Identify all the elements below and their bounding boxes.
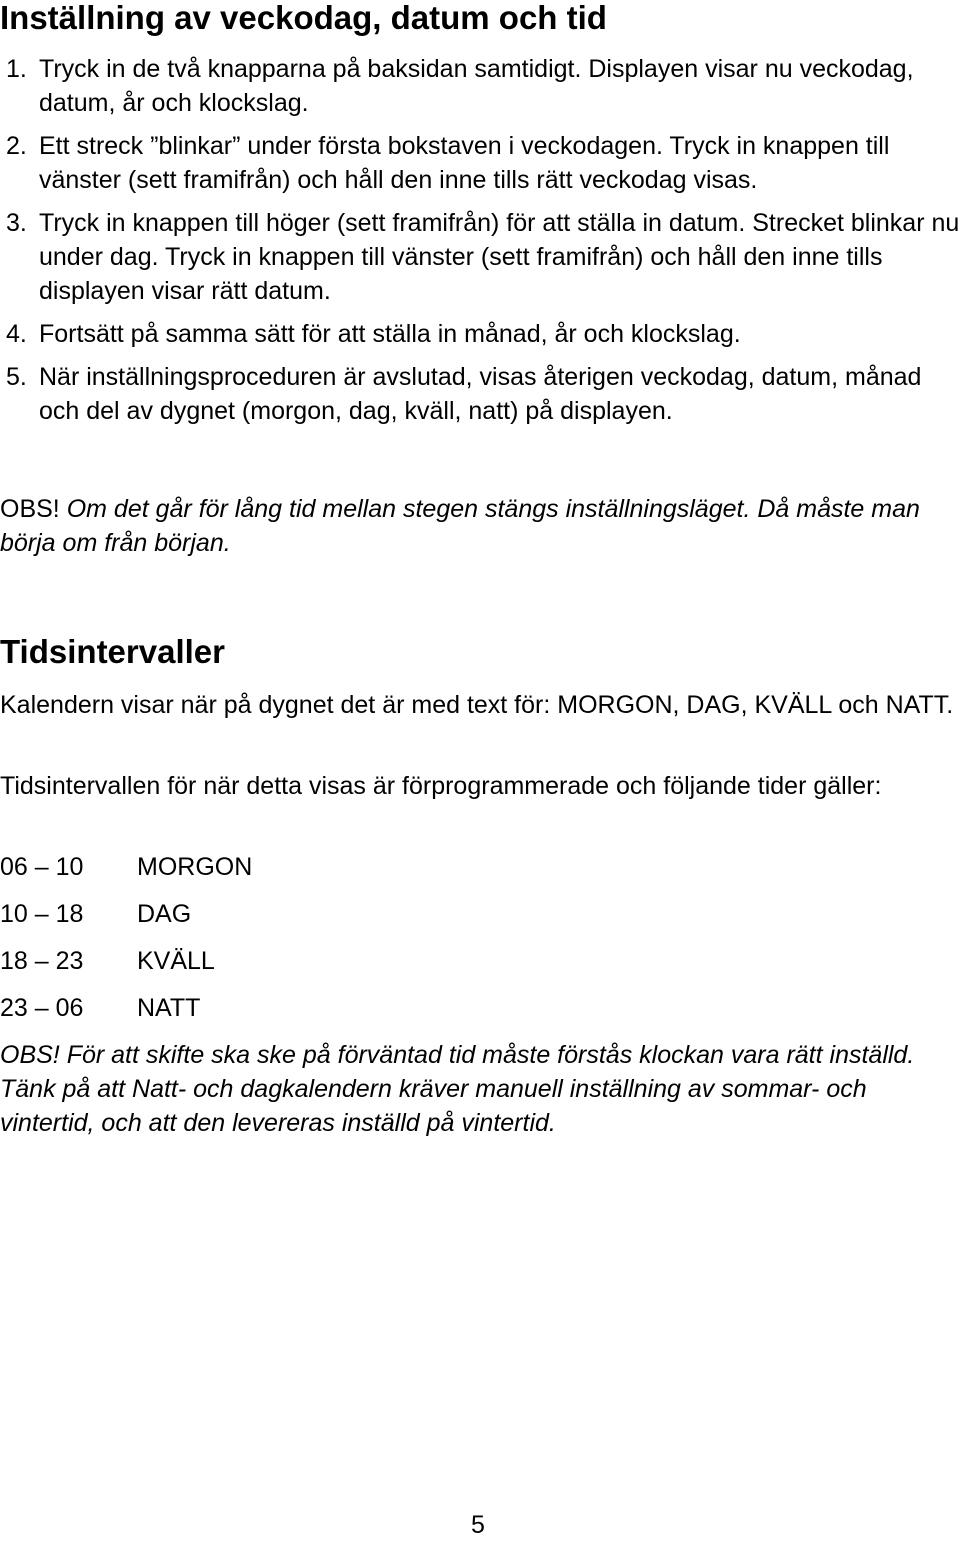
interval-range: 06 – 10 [0,853,84,881]
interval-range: 23 – 06 [0,994,84,1022]
step-item [0,360,960,428]
step-text: Ett streck ”blinkar” under första bokstaven i veckodagen. Tryck in knappen till vänster (sett framifrån) och håll den inne tills rätt veckodag visas. [39,132,890,194]
step-text: Tryck in knappen till höger (sett framifrån) för att ställa in datum. Strecket blinkar nu under dag. Tryck in knappen till vänster (sett framifrån) och håll den inne tills displayen visar rätt datum. [39,209,960,305]
step-number: 1. [6,55,27,83]
interval-label: KVÄLL [137,947,215,975]
interval-row [0,850,252,897]
step-item [0,206,960,308]
timeout-note [0,492,960,560]
step-item [0,317,960,351]
step-text: När inställningsproceduren är avslutad, visas återigen veckodag, datum, månad och del av dygnet (morgon, dag, kväll, natt) på displayen. [39,363,922,425]
page-number: 5 [471,1511,485,1539]
interval-range: 10 – 18 [0,900,84,928]
step-item [0,52,960,120]
interval-range: 18 – 23 [0,947,84,975]
section-title: Tidsintervaller [0,633,225,670]
step-number: 3. [6,209,27,237]
step-number: 4. [6,320,27,348]
interval-row [0,944,252,991]
step-text: Tryck in de två knapparna på baksidan samtidigt. Displayen visar nu veckodag, datum, år och klockslag. [39,55,914,117]
page-title: Inställning av veckodag, datum och tid [0,0,607,36]
step-text: Fortsätt på samma sätt för att ställa in månad, år och klockslag. [39,320,741,348]
intervals-paragraph: Tidsintervallen för när detta visas är förprogrammerade och följande tider gäller: [0,772,882,800]
interval-row [0,897,252,944]
interval-label: DAG [137,900,192,928]
interval-label: MORGON [137,853,253,881]
note-label: OBS! [0,495,60,523]
dst-note [0,1038,960,1140]
interval-row [0,991,252,1038]
time-intervals-list [0,850,252,1038]
note-label: OBS! [0,1041,60,1069]
step-number: 2. [6,132,27,160]
note-text: Om det går för lång tid mellan stegen stängs inställningsläget. Då måste man börja om från början. [0,495,920,557]
intro-paragraph: Kalendern visar när på dygnet det är med text för: MORGON, DAG, KVÄLL och NATT. [0,691,954,719]
step-item [0,129,960,197]
step-number: 5. [6,363,27,391]
interval-label: NATT [137,994,201,1022]
note-text: För att skifte ska ske på förväntad tid måste förstås klockan vara rätt inställd. Tänk på att Natt- och dagkalendern kräver manuell inställning av sommar- och vintertid, och att den levereras inställd på vintertid. [0,1041,915,1137]
setup-steps-list [0,52,960,437]
